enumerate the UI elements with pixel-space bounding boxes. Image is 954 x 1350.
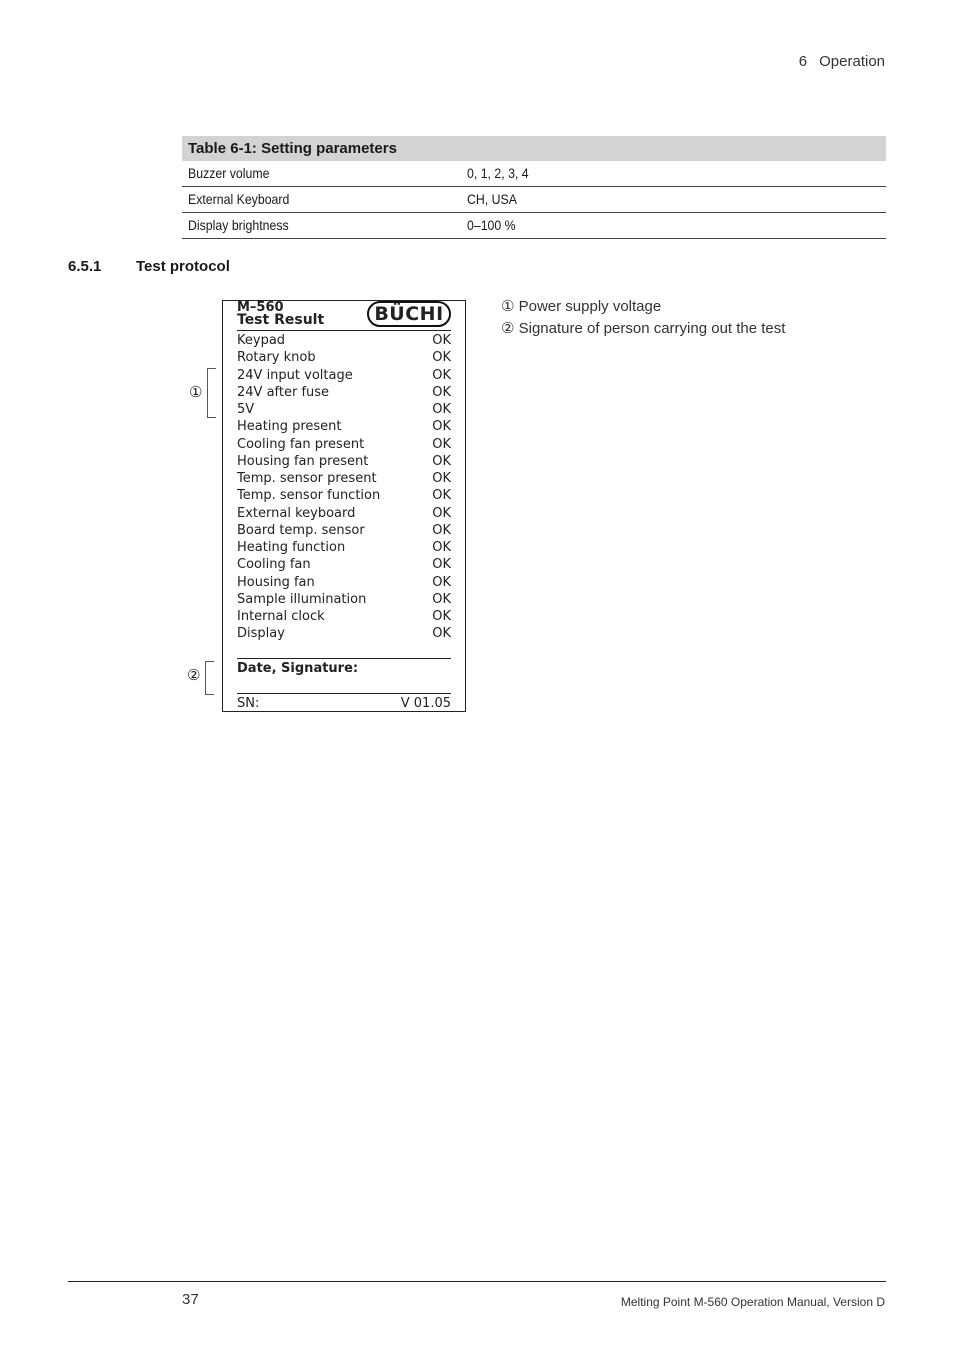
section-heading	[68, 258, 230, 275]
device-model: M–560	[237, 300, 284, 315]
list-item	[237, 453, 451, 470]
list-item	[237, 349, 451, 366]
item-status: OK	[432, 350, 451, 366]
list-item	[237, 608, 451, 625]
callout-bracket-1	[207, 368, 216, 418]
footer-divider	[68, 1281, 886, 1282]
list-item	[237, 332, 451, 349]
item-label: Keypad	[237, 333, 286, 348]
callout-number-2: ②	[187, 667, 201, 684]
list-item	[237, 384, 451, 401]
legend-marker: ①	[501, 298, 515, 315]
list-item	[237, 401, 451, 418]
item-label: Heating present	[237, 419, 342, 435]
item-status: OK	[432, 402, 451, 417]
callout-number-1: ①	[189, 384, 203, 401]
item-status: OK	[432, 609, 451, 624]
list-item	[237, 470, 451, 487]
signature-divider-top	[237, 658, 451, 659]
screen-footer	[237, 696, 451, 711]
table-row	[182, 213, 886, 239]
legend-item	[501, 318, 785, 340]
list-item	[237, 487, 451, 504]
item-label: 24V input voltage	[237, 367, 353, 383]
list-item	[237, 367, 451, 384]
item-status: OK	[432, 488, 451, 504]
chapter-title: Operation	[819, 53, 885, 70]
list-item	[237, 574, 451, 591]
item-label: Sample illumination	[237, 591, 367, 607]
item-label: Board temp. sensor	[237, 522, 365, 538]
item-label: Heating function	[237, 540, 346, 555]
param-value: CH, USA	[467, 191, 517, 207]
item-status: OK	[432, 626, 451, 642]
item-status: OK	[432, 522, 451, 538]
list-item	[237, 436, 451, 453]
item-label: External keyboard	[237, 505, 356, 521]
legend-item	[501, 296, 785, 318]
item-label: Housing fan present	[237, 453, 369, 469]
item-status: OK	[432, 333, 451, 348]
legend-text: Power supply voltage	[518, 298, 662, 315]
item-status: OK	[432, 591, 451, 607]
item-label: Cooling fan present	[237, 436, 365, 452]
page-number: 37	[182, 1291, 199, 1308]
item-status: OK	[432, 505, 451, 521]
item-label: Rotary knob	[237, 350, 316, 366]
chapter-header	[799, 53, 885, 70]
table-caption: Table 6-1: Setting parameters	[182, 136, 886, 161]
serial-number-label: SN:	[237, 696, 260, 711]
item-status: OK	[432, 557, 451, 573]
footer-document-title: Melting Point M-560 Operation Manual, Version D	[620, 1295, 885, 1309]
item-status: OK	[432, 471, 451, 486]
item-label: Temp. sensor present	[237, 471, 377, 486]
list-item	[237, 418, 451, 435]
item-label: Cooling fan	[237, 557, 311, 573]
param-value: 0, 1, 2, 3, 4	[467, 165, 529, 181]
list-item	[237, 591, 451, 608]
item-label: 5V	[237, 402, 255, 417]
date-signature-label: Date, Signature:	[237, 661, 359, 676]
buchi-logo: BÜCHI	[367, 301, 451, 327]
callout-bracket-2	[205, 661, 214, 695]
callout-legend	[501, 296, 785, 340]
list-item	[237, 625, 451, 642]
item-status: OK	[432, 367, 451, 383]
table-row	[182, 187, 886, 213]
item-label: Housing fan	[237, 574, 315, 590]
firmware-version: V 01.05	[400, 696, 451, 711]
chapter-number: 6	[798, 53, 808, 70]
item-label: Internal clock	[237, 609, 325, 624]
item-label: Temp. sensor function	[237, 488, 381, 504]
list-item	[237, 522, 451, 539]
param-name: Buzzer volume	[188, 165, 270, 181]
signature-divider-bottom	[237, 693, 451, 694]
param-name: External Keyboard	[188, 191, 290, 207]
legend-marker: ②	[501, 320, 515, 337]
item-status: OK	[432, 540, 451, 555]
setting-parameters-table	[182, 136, 886, 239]
item-status: OK	[432, 453, 451, 469]
item-label: Display	[237, 626, 285, 642]
section-title: Test protocol	[136, 258, 230, 275]
param-name: Display brightness	[188, 217, 289, 233]
param-value: 0–100 %	[467, 217, 516, 233]
list-item	[237, 539, 451, 556]
section-number: 6.5.1	[68, 258, 102, 275]
screen-title: Test Result	[237, 312, 325, 328]
item-status: OK	[432, 574, 451, 590]
list-item	[237, 505, 451, 522]
test-result-list	[237, 332, 451, 643]
item-status: OK	[432, 419, 451, 435]
item-status: OK	[432, 436, 451, 452]
header-divider	[237, 330, 451, 331]
test-protocol-screen	[222, 300, 466, 712]
item-status: OK	[432, 384, 451, 400]
legend-text: Signature of person carrying out the test	[518, 320, 786, 337]
list-item	[237, 556, 451, 573]
table-row	[182, 161, 886, 187]
item-label: 24V after fuse	[237, 384, 330, 400]
